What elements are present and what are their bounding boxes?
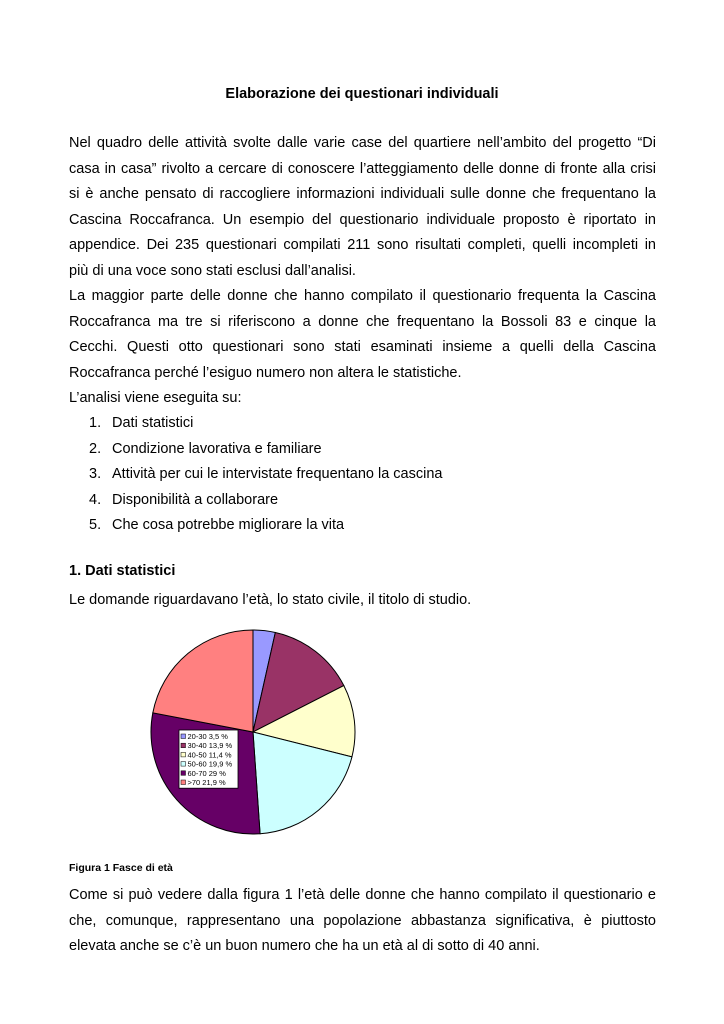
- legend-swatch: [181, 752, 186, 757]
- analysis-intro: L’analisi viene eseguita su:: [69, 390, 242, 406]
- legend-swatch: [181, 762, 186, 767]
- intro-line: più di una voce sono stati esclusi dall’analisi.: [69, 262, 356, 279]
- list-item-text: Condizione lavorativa e familiare: [112, 440, 322, 457]
- list-item-number: 4.: [89, 491, 102, 508]
- intro-line: Cascina Roccafranca. Un esempio del questionario individuale proposto è riportato in: [69, 211, 656, 228]
- intro-line: si è anche pensato di raccogliere informazioni individuali sulle donne che frequentano la: [69, 186, 656, 202]
- closing-paragraph: [69, 883, 656, 960]
- second-line: Roccafranca ma tre si riferiscono a donne che frequentano la Bossoli 83 e cinque la: [69, 313, 656, 330]
- list-item-number: 2.: [89, 440, 102, 457]
- document-title: Elaborazione dei questionari individuali: [225, 86, 499, 102]
- closing-line: elevata anche se c’è un buon numero che ha un età al di sotto di 40 anni.: [69, 938, 540, 954]
- figure-caption: Figura 1 Fasce di età: [69, 862, 173, 874]
- list-item-text: Attività per cui le intervistate frequentano la cascina: [112, 466, 443, 482]
- section-text: Le domande riguardavano l’età, lo stato civile, il titolo di studio.: [69, 592, 472, 608]
- intro-line: Nel quadro delle attività svolte dalle varie case del quartiere nell’ambito del progetto “Di: [69, 135, 656, 151]
- list-item-text: Disponibilità a collaborare: [112, 491, 279, 508]
- second-paragraph: [69, 284, 656, 386]
- list-item-text: Dati statistici: [112, 415, 194, 431]
- list-item-text: Che cosa potrebbe migliorare la vita: [112, 517, 345, 533]
- list-item: [89, 437, 649, 463]
- closing-line: Come si può vedere dalla figura 1 l’età delle donne che hanno compilato il questionario e: [69, 887, 656, 903]
- list-item: [89, 462, 649, 488]
- legend-swatch: [181, 743, 186, 748]
- second-line: La maggior parte delle donne che hanno compilato il questionario frequenta la Cascina: [69, 288, 656, 304]
- legend-label: 30-40 13,9 %: [187, 741, 233, 751]
- list-item: [89, 513, 649, 539]
- legend-label: 20-30 3,5 %: [187, 732, 228, 741]
- legend-swatch: [181, 771, 186, 776]
- legend-label: 40-50 11,4 %: [187, 750, 232, 760]
- legend-swatch: [181, 780, 186, 785]
- list-item-number: 5.: [89, 517, 102, 533]
- legend-label: 50-60 19,9 %: [187, 759, 233, 769]
- list-item: [89, 411, 649, 437]
- list-item-number: 1.: [89, 415, 102, 431]
- age-pie-chart: [140, 624, 370, 844]
- list-item: [89, 488, 649, 514]
- second-line: Cecchi. Questi otto questionari sono stati esaminati insieme a quelli della Cascina: [69, 339, 656, 355]
- intro-paragraph: [69, 131, 656, 284]
- legend-label: >70 21,9 %: [187, 778, 226, 787]
- intro-line: casa in casa” rivolto a cercare di conoscere l’atteggiamento delle donne di fronte alla crisi: [69, 160, 656, 177]
- analysis-list: [89, 411, 649, 539]
- second-line: Roccafranca perché l’esiguo numero non altera le statistiche.: [69, 364, 462, 381]
- closing-line: che, comunque, rappresentano una popolazione abbastanza significativa, è piuttosto: [69, 912, 656, 929]
- list-item-number: 3.: [89, 466, 102, 482]
- section-heading: 1. Dati statistici: [69, 563, 176, 579]
- legend-swatch: [181, 734, 186, 739]
- legend-label: 60-70 29 %: [187, 768, 226, 778]
- intro-line: appendice. Dei 235 questionari compilati 211 sono risultati completi, quelli incompleti in: [69, 237, 656, 253]
